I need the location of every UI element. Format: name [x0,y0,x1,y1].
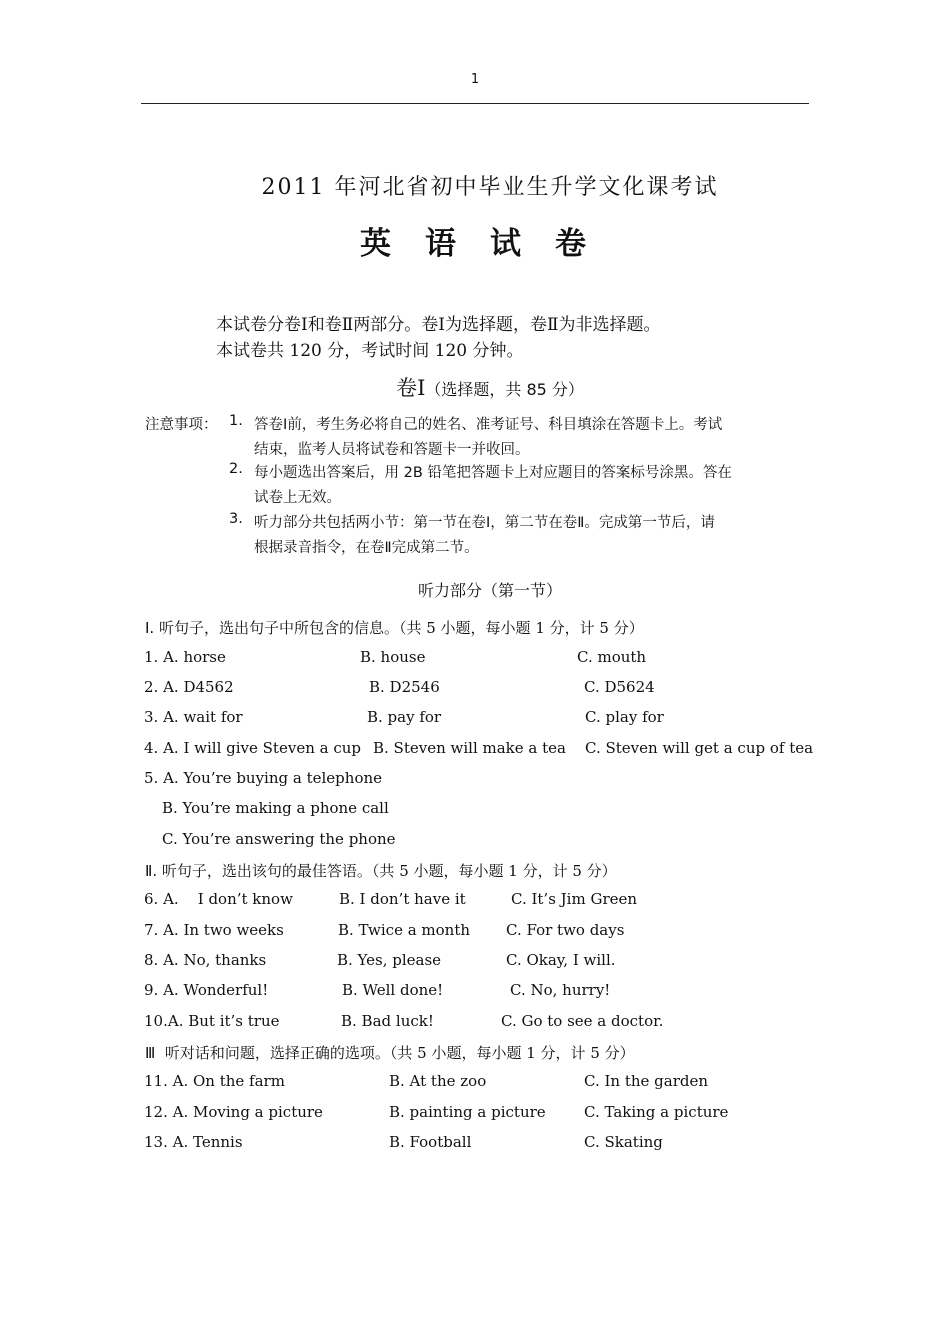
q7-option-b: B. Twice a month [338,921,471,939]
q12-option-a: 12. A. Moving a picture [144,1103,323,1121]
q2-option-a: 2. A. D4562 [144,678,234,696]
note-1-line-2: 结束，监考人员将试卷和答题卡一并收回。 [254,442,530,458]
q10-option-b: B. Bad luck! [341,1012,434,1030]
section-name: 卷Ⅰ [396,376,426,400]
group-3-scoring: （共 5 小题，每小题 1 分，计 5 分） [389,1044,635,1062]
page-number: 1 [470,72,480,87]
q9-option-a: 9. A. Wonderful! [144,981,269,999]
q1-option-a: 1. A. horse [144,648,226,666]
q6-option-b: B. I don’t have it [339,890,466,908]
note-2-line-2: 试卷上无效。 [254,490,341,506]
section-detail: （选择题，共 85 分） [425,380,584,399]
q12-option-b: B. painting a picture [389,1103,546,1121]
q3-option-b: B. pay for [367,708,442,726]
q4-option-b: B. Steven will make a tea [373,739,566,757]
q10-option-a: 10.A. But it’s true [144,1012,280,1030]
intro-line-1: 本试卷分卷Ⅰ和卷Ⅱ两部分。卷Ⅰ为选择题，卷Ⅱ为非选择题。 [216,315,661,335]
q13-option-a: 13. A. Tennis [144,1133,243,1151]
group-2-title: Ⅱ. 听句子，选出该句的最佳答语。 [145,862,372,880]
note-3-num: 3. [229,511,243,527]
q6-option-c: C. It’s Jim Green [511,890,638,908]
q8-option-b: B. Yes, please [337,951,442,969]
q8-option-c: C. Okay, I will. [506,951,616,969]
q13-option-c: C. Skating [584,1133,663,1151]
q6-option-a: 6. A. I don’t know [144,890,293,908]
notes-label: 注意事项： [145,417,218,433]
q9-option-c: C. No, hurry! [510,981,611,999]
q9-option-b: B. Well done! [342,981,444,999]
q5-option-c: C. You’re answering the phone [162,830,396,848]
group-1-title: Ⅰ. 听句子，选出句子中所包含的信息。 [145,619,399,637]
q1-option-b: B. house [360,648,426,666]
q8-option-a: 8. A. No, thanks [144,951,267,969]
group-1-heading [145,617,644,638]
q4-option-a: 4. A. I will give Steven a cup [144,739,361,757]
q3-option-c: C. play for [585,708,664,726]
note-3-line-1: 听力部分共包括两小节：第一节在卷Ⅰ，第二节在卷Ⅱ。完成第一节后，请 [254,515,715,531]
q2-option-c: C. D5624 [584,678,655,696]
q5-option-a: 5. A. You’re buying a telephone [144,769,383,787]
group-3-heading [145,1042,635,1063]
note-3-line-2: 根据录音指令，在卷Ⅱ完成第二节。 [254,540,479,556]
note-1-num: 1. [229,413,243,429]
group-3-title: Ⅲ 听对话和问题，选择正确的选项。 [145,1044,390,1062]
group-2-scoring: （共 5 小题，每小题 1 分，计 5 分） [371,862,617,880]
q2-option-b: B. D2546 [369,678,440,696]
q7-option-a: 7. A. In two weeks [144,921,284,939]
note-2-line-1: 每小题选出答案后，用 2B 铅笔把答题卡上对应题目的答案标号涂黑。答在 [254,465,732,481]
exam-title: 2011 年河北省初中毕业生升学文化课考试 [261,175,719,200]
header-rule [141,103,809,104]
q1-option-c: C. mouth [577,648,647,666]
q4-option-c: C. Steven will get a cup of tea [585,739,814,757]
q3-option-a: 3. A. wait for [144,708,243,726]
q12-option-c: C. Taking a picture [584,1103,729,1121]
group-2-heading [145,860,617,881]
intro-line-2: 本试卷共 120 分，考试时间 120 分钟。 [216,341,524,361]
q7-option-c: C. For two days [506,921,625,939]
exam-subtitle: 英语试卷 [360,226,620,262]
note-2-num: 2. [229,461,243,477]
q13-option-b: B. Football [389,1133,472,1151]
part-heading: 听力部分（第一节） [417,581,562,600]
q11-option-b: B. At the zoo [389,1072,487,1090]
q5-option-b: B. You’re making a phone call [162,799,389,817]
group-1-scoring: （共 5 小题，每小题 1 分，计 5 分） [398,619,644,637]
q11-option-a: 11. A. On the farm [144,1072,285,1090]
q11-option-c: C. In the garden [584,1072,709,1090]
section-heading [0,372,950,402]
q10-option-c: C. Go to see a doctor. [501,1012,664,1030]
note-1-line-1: 答卷Ⅰ前，考生务必将自己的姓名、准考证号、科目填涂在答题卡上。考试 [254,417,723,433]
